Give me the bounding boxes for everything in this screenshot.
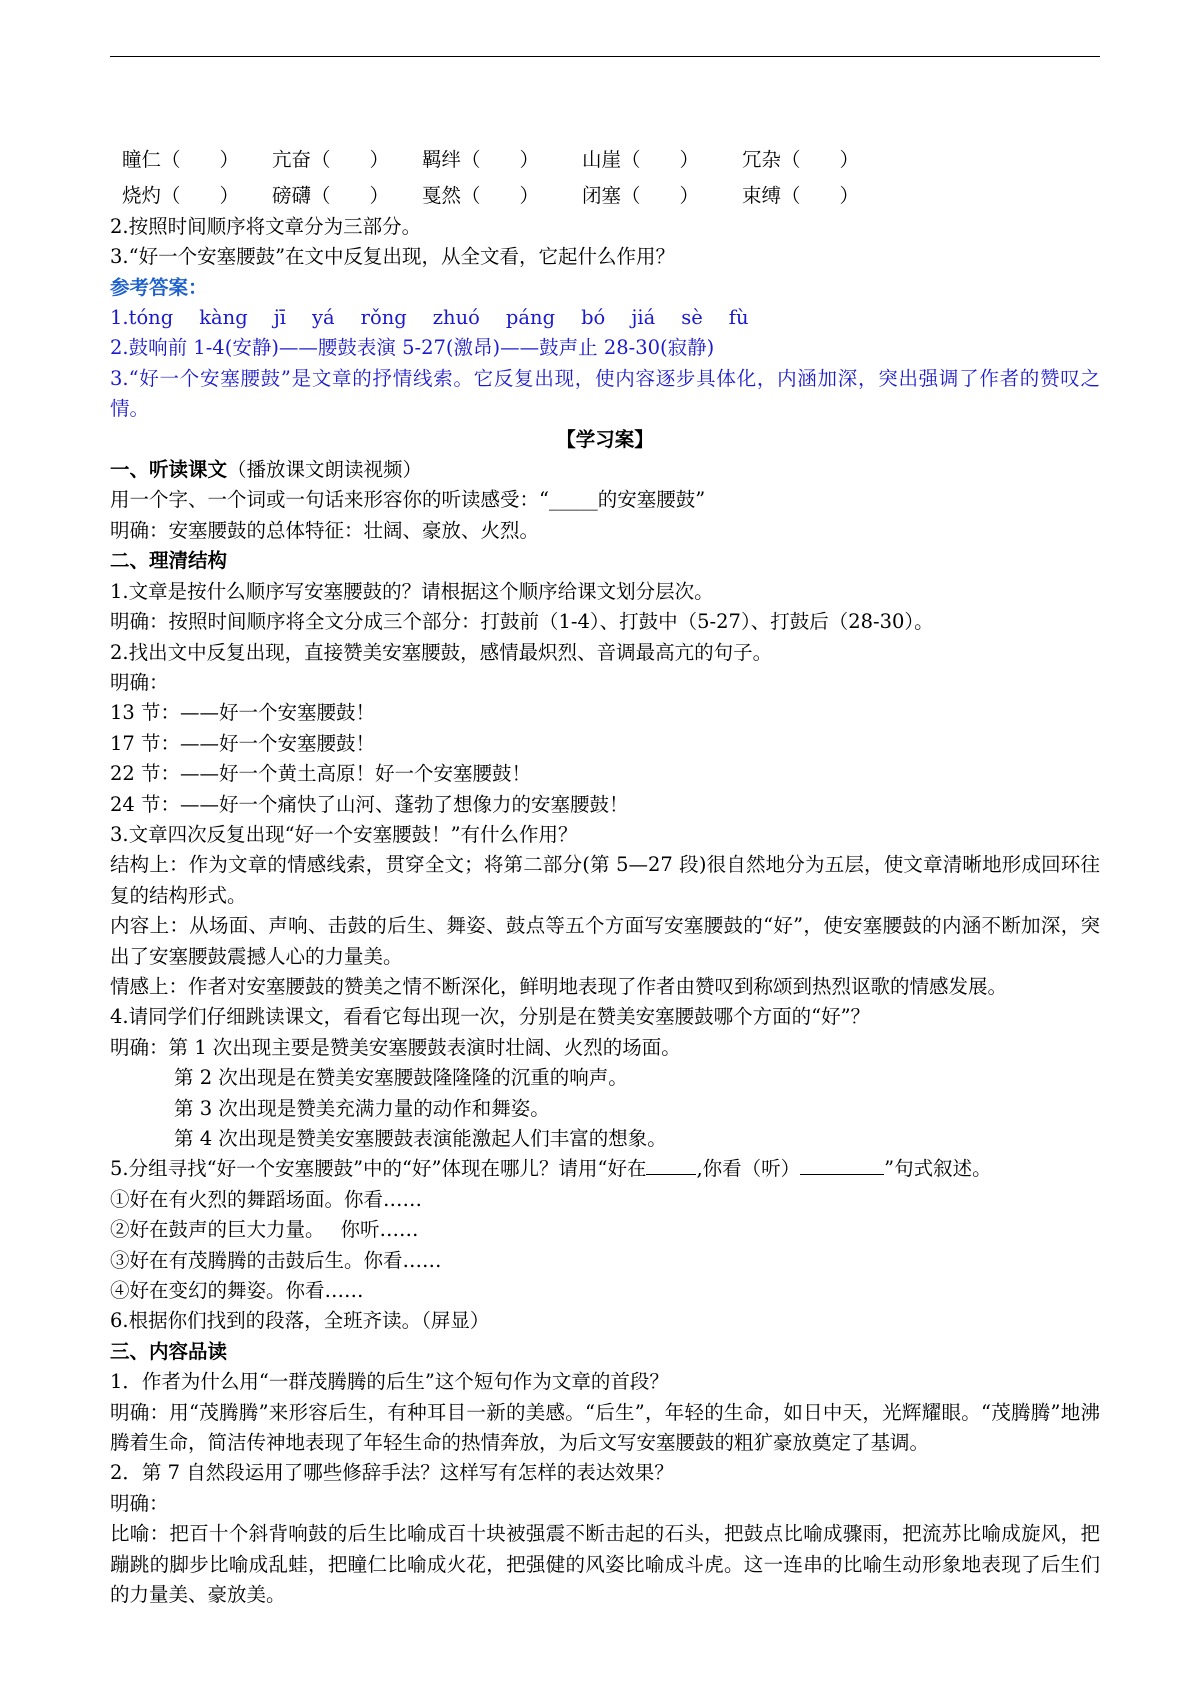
section-1-title: 一、听读课文 [110, 458, 228, 482]
question-6: 6.根据你们找到的段落，全班齐读。（屏显） [110, 1309, 490, 1333]
fill-blank [800, 1156, 884, 1175]
answer-4-line: 明确：第 1 次出现主要是赞美安塞腰鼓表演时壮阔、火烈的场面。 [110, 1035, 681, 1059]
vocab-item: 亢奋（ ） [272, 148, 390, 171]
pinyin: yá [312, 306, 335, 330]
pinyin: páng [505, 306, 556, 330]
question-3: 3.“好一个安塞腰鼓”在文中反复出现，从全文看，它起什么作用？ [110, 245, 676, 269]
question-5-item: ①好在有火烈的舞蹈场面。你看…… [110, 1187, 423, 1211]
section-2-line: 24 节：——好一个痛快了山河、蓬勃了想像力的安塞腰鼓！ [110, 792, 629, 816]
section-3-answer-1: 明确：用“茂腾腾”来形容后生，有种耳目一新的美感。“后生”，年轻的生命，如日中天，光辉耀眼。“茂腾腾”地沸腾着生命，简洁传神地表现了年轻生命的热情奔放，为后文写安塞腰鼓的粗犷豪放奠定了基调。 [110, 1400, 1100, 1455]
answer-4-line: 第 2 次出现是在赞美安塞腰鼓隆隆隆的沉重的响声。 [174, 1066, 628, 1090]
question-5-item: ③好在有茂腾腾的击鼓后生。你看…… [110, 1248, 442, 1272]
section-1-line-1: 用一个字、一个词或一句话来形容你的听读感受：“_____的安塞腰鼓” [110, 488, 706, 512]
vocab-item: 冗杂（ ） [742, 148, 860, 171]
question-5-text-b: ,你看（听） [696, 1157, 801, 1181]
section-2-line: 明确：按照时间顺序将全文分成三个部分：打鼓前（1-4）、打鼓中（5-27）、打鼓后（28-30）。 [110, 610, 934, 634]
section-1-heading [110, 455, 1100, 485]
pinyin: fù [728, 306, 749, 330]
structure-paragraph: 结构上：作为文章的情感线索，贯穿全文；将第二部分(第 5—27 段)很自然地分为五层，使文章清晰地形成回环往复的结构形式。 [110, 853, 1100, 907]
section-2-line: 明确： [110, 670, 169, 694]
question-5-item: ④好在变幻的舞姿。你看…… [110, 1279, 364, 1303]
vocab-item: 磅礴（ ） [272, 184, 390, 208]
question-5-item: ②好在鼓声的巨大力量。 你听…… [110, 1218, 419, 1242]
question-5 [110, 1154, 1100, 1184]
document-body [110, 145, 1100, 1611]
vocab-row-1 [110, 145, 1100, 175]
answer-3: 3.“好一个安塞腰鼓”是文章的抒情线索。它反复出现，使内容逐步具体化，内涵加深，突出强调了作者的赞叹之情。 [110, 366, 1100, 421]
section-3-question-1: 1．作者为什么用“一群茂腾腾的后生”这个短句作为文章的首段？ [110, 1370, 669, 1394]
vocab-item: 闭塞（ ） [582, 184, 700, 208]
vocab-item: 瞳仁（ ） [122, 148, 240, 171]
section-3-answer-2-label: 明确： [110, 1491, 169, 1515]
question-2: 2.按照时间顺序将文章分为三部分。 [110, 214, 422, 238]
emotion-paragraph: 情感上：作者对安塞腰鼓的赞美之情不断深化，鲜明地表现了作者由赞叹到称颂到热烈讴歌的情感发展。 [110, 974, 1008, 998]
answer-1-pinyin [110, 303, 1100, 333]
content-paragraph: 内容上：从场面、声响、击鼓的后生、舞姿、鼓点等五个方面写安塞腰鼓的“好”，使安塞腰鼓的内涵不断加深，突出了安塞腰鼓震撼人心的力量美。 [110, 914, 1100, 968]
answers-heading: 参考答案： [110, 275, 208, 299]
vocab-item: 羁绊（ ） [422, 148, 540, 171]
pinyin: sè [681, 306, 703, 330]
vocab-item: 烧灼（ ） [122, 184, 240, 208]
header-rule [110, 56, 1100, 57]
vocab-item: 山崖（ ） [582, 148, 700, 171]
question-5-text-a: 5.分组寻找“好一个安塞腰鼓”中的“好”体现在哪儿？请用“好在 [110, 1157, 647, 1181]
answer-2: 2.鼓响前 1-4(安静)——腰鼓表演 5-27(激昂)——鼓声止 28-30(寂静) [110, 336, 715, 360]
pinyin: jī [273, 306, 287, 330]
question-5-text-c: ”句式叙述。 [884, 1157, 992, 1181]
vocab-item: 戛然（ ） [422, 184, 540, 208]
pinyin: bó [581, 306, 606, 330]
pinyin: zhuó [432, 306, 480, 330]
vocab-item: 束缚（ ） [742, 184, 860, 208]
section-2-line: 17 节：——好一个安塞腰鼓！ [110, 731, 376, 755]
section-1-note: （播放课文朗读视频） [227, 458, 423, 482]
pinyin: rǒng [360, 306, 407, 330]
study-title: 【学习案】 [556, 427, 654, 451]
question-4: 4.请同学们仔细跳读课文，看看它每出现一次，分别是在赞美安塞腰鼓哪个方面的“好”？ [110, 1005, 871, 1029]
pinyin: 1.tóng [110, 306, 174, 330]
section-3-question-2: 2．第 7 自然段运用了哪些修辞手法？这样写有怎样的表达效果？ [110, 1461, 674, 1485]
section-1-line-2: 明确：安塞腰鼓的总体特征：壮阔、豪放、火烈。 [110, 518, 540, 542]
fill-blank [646, 1156, 696, 1175]
section-2-line: 2.找出文中反复出现，直接赞美安塞腰鼓，感情最炽烈、音调最高亢的句子。 [110, 640, 773, 664]
answer-4-line: 第 4 次出现是赞美安塞腰鼓表演能激起人们丰富的想象。 [174, 1127, 667, 1150]
section-2-line: 3.文章四次反复出现“好一个安塞腰鼓！”有什么作用？ [110, 822, 578, 846]
section-3-answer-2: 比喻：把百十个斜背响鼓的后生比喻成百十块被强震不断击起的石头，把鼓点比喻成骤雨，把流苏比喻成旋风，把蹦跳的脚步比喻成乱蛙，把瞳仁比喻成火花，把强健的风姿比喻成斗虎。这一连串的比喻生动形象地表现了后生们的力量美、豪放美。 [110, 1522, 1100, 1607]
pinyin: kàng [199, 306, 248, 330]
vocab-row-2 [110, 181, 1100, 211]
section-3-heading: 三、内容品读 [110, 1339, 228, 1363]
section-2-heading: 二、理清结构 [110, 549, 228, 573]
answer-4-line: 第 3 次出现是赞美充满力量的动作和舞姿。 [174, 1096, 550, 1120]
section-2-line: 22 节：——好一个黄土高原！好一个安塞腰鼓！ [110, 762, 532, 786]
pinyin: jiá [631, 306, 656, 330]
section-2-line: 13 节：——好一个安塞腰鼓！ [110, 701, 376, 725]
section-2-line: 1.文章是按什么顺序写安塞腰鼓的？请根据这个顺序给课文划分层次。 [110, 579, 714, 603]
